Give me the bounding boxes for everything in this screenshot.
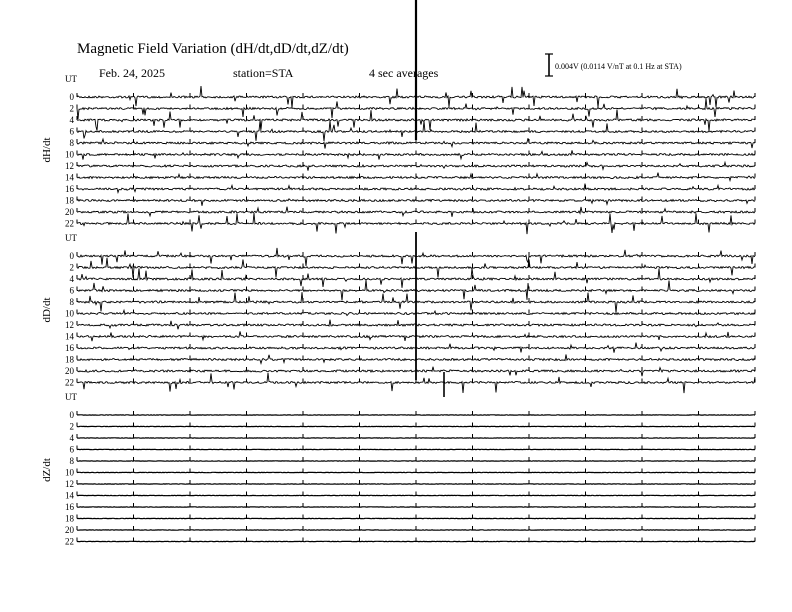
- hour-label: 6: [69, 444, 74, 455]
- hour-label: 12: [65, 479, 74, 489]
- scale-bar: [545, 54, 682, 76]
- hour-label: 0: [69, 92, 74, 102]
- panel-dH-dt: [41, 74, 755, 234]
- hour-label: 14: [65, 172, 74, 183]
- hour-label: 22: [65, 536, 74, 547]
- panel-dD-dt: [41, 233, 755, 393]
- hour-label: 14: [65, 490, 74, 501]
- hour-label: 16: [65, 343, 74, 353]
- hour-label: 16: [65, 502, 74, 512]
- hour-label: 0: [69, 251, 74, 261]
- trace-line: [77, 213, 755, 234]
- hour-label: 4: [69, 274, 74, 284]
- hour-label: 12: [65, 320, 74, 330]
- date-label: Feb. 24, 2025: [99, 66, 165, 80]
- panel-dZ-dt: [41, 392, 755, 547]
- hour-label: 20: [65, 366, 74, 376]
- averaging-label: 4 sec averages: [369, 66, 439, 80]
- hour-label: 10: [65, 149, 74, 160]
- hour-label: 10: [65, 467, 74, 478]
- hour-label: 22: [65, 218, 74, 229]
- ut-label: UT: [65, 74, 77, 84]
- hour-label: 6: [69, 126, 74, 137]
- hour-label: 4: [69, 433, 74, 443]
- hour-label: 16: [65, 184, 74, 194]
- hour-label: 2: [69, 421, 74, 432]
- hour-label: 2: [69, 103, 74, 114]
- hour-label: 8: [69, 138, 74, 148]
- hour-label: 20: [65, 207, 74, 217]
- chart-title: Magnetic Field Variation (dH/dt,dD/dt,dZ/dt): [77, 41, 349, 57]
- panels-group: [41, 0, 755, 547]
- axis-label: dH/dt: [41, 137, 53, 163]
- hour-label: 8: [69, 456, 74, 466]
- hour-label: 14: [65, 331, 74, 342]
- axis-label: dZ/dt: [41, 458, 53, 482]
- hour-label: 18: [65, 195, 74, 206]
- hour-label: 4: [69, 115, 74, 125]
- hour-label: 22: [65, 377, 74, 388]
- scale-bar-label: 0.004V (0.0114 V/nT at 0.1 Hz at STA): [555, 62, 682, 71]
- station-label: station=STA: [233, 66, 294, 80]
- hour-label: 10: [65, 308, 74, 319]
- hour-label: 20: [65, 525, 74, 535]
- hour-label: 12: [65, 161, 74, 171]
- hour-label: 0: [69, 410, 74, 420]
- hour-label: 2: [69, 262, 74, 273]
- axis-label: dD/dt: [41, 297, 53, 323]
- ut-label: UT: [65, 392, 77, 402]
- hour-label: 8: [69, 297, 74, 307]
- hour-label: 6: [69, 285, 74, 296]
- hour-label: 18: [65, 354, 74, 365]
- hour-label: 18: [65, 513, 74, 524]
- ut-label: UT: [65, 233, 77, 243]
